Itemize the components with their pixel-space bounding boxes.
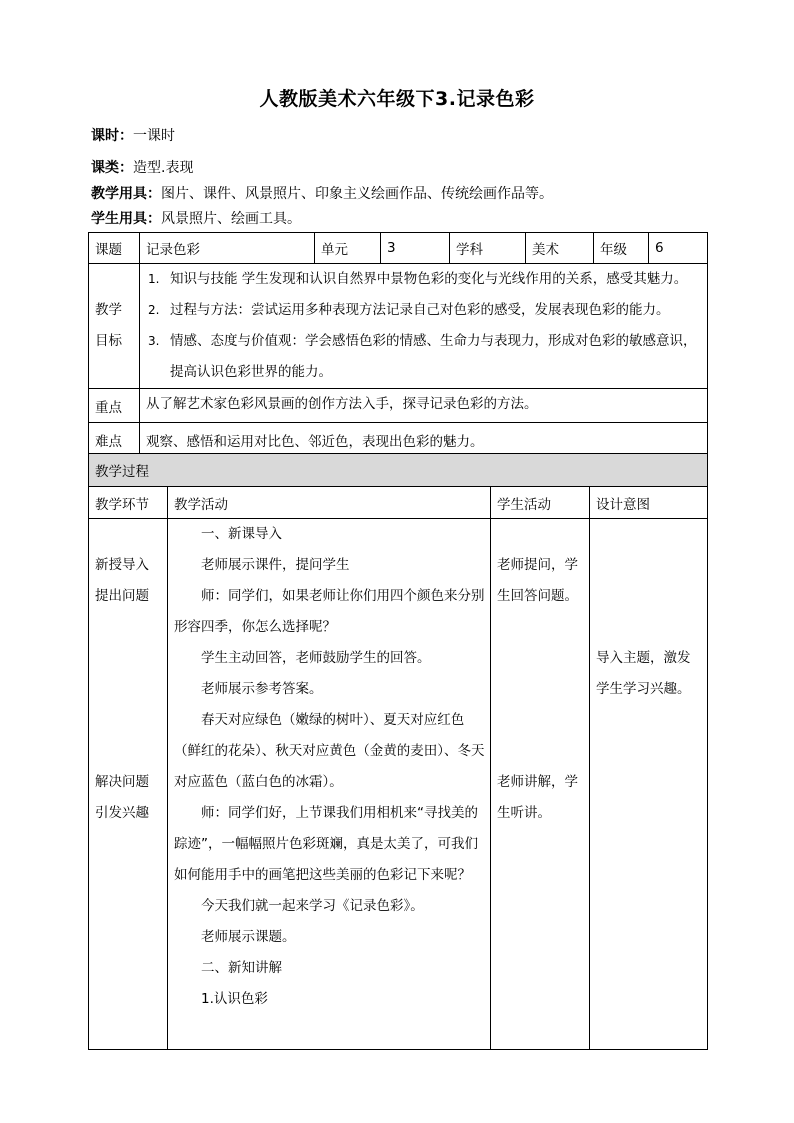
goal-number: 3. — [148, 334, 160, 348]
lesson-info-table — [88, 232, 708, 457]
intent-line1: 导入主题，激发 — [596, 650, 691, 666]
unit-label: 单元 — [315, 233, 381, 264]
grade-label: 年级 — [594, 233, 649, 264]
student2-line2: 生听讲。 — [497, 805, 551, 821]
document-title: 人教版美术六年级下3.记录色彩 — [259, 88, 535, 110]
student1-line2: 生回答问题。 — [497, 588, 578, 604]
activity-paragraph: 学生主动回答，老师鼓励学生的回答。 — [201, 650, 431, 666]
intent-cell — [590, 519, 708, 1050]
goals-label-line2: 目标 — [95, 333, 122, 349]
key-point-text: 从了解艺术家色彩风景画的创作方法入手，探寻记录色彩的方法。 — [140, 389, 708, 423]
lesson-type-value: 造型.表现 — [133, 160, 194, 176]
teacher-tools-value: 图片、课件、风景照片、印象主义绘画作品、传统绘画作品等。 — [161, 186, 553, 202]
goals-row — [89, 264, 708, 389]
goal-text: 过程与方法：尝试运用多种表现方法记录自己对色彩的感受，发展表现色彩的能力。 — [170, 302, 670, 318]
stage2-line2: 引发兴趣 — [95, 805, 149, 821]
grade-value: 6 — [649, 233, 708, 264]
difficulty-text: 观察、感悟和运用对比色、邻近色，表现出色彩的魅力。 — [140, 423, 708, 457]
goal-item — [146, 295, 703, 326]
lesson-hours — [91, 125, 175, 145]
student2-line1: 老师讲解，学 — [497, 774, 578, 790]
topic-label: 课题 — [89, 233, 140, 264]
student-tools-label: 学生用具： — [91, 211, 161, 227]
goals-content — [140, 264, 708, 389]
stage-cell — [89, 519, 168, 1050]
stage1-line2: 提出问题 — [95, 588, 149, 604]
goals-list — [146, 264, 703, 388]
activity-paragraph: 春天对应绿色（嫩绿的树叶）、夏天对应红色（鲜红的花朵）、秋天对应黄色（金黄的麦田）、冬天对应蓝色（蓝白色的冰霜）。 — [174, 712, 485, 790]
process-body-row — [89, 519, 708, 1050]
lesson-type-label: 课类： — [91, 160, 133, 176]
teacher-tools-label: 教学用具： — [91, 186, 161, 202]
activity-paragraph: 1.认识色彩 — [201, 991, 268, 1007]
goal-number: 2. — [148, 303, 160, 317]
col-stage: 教学环节 — [89, 487, 168, 519]
activity-paragraph: 一、新课导入 — [201, 526, 282, 542]
process-columns-row — [89, 487, 708, 519]
student-tools-value: 风景照片、绘画工具。 — [161, 211, 301, 227]
intent-line2: 学生学习兴趣。 — [596, 681, 691, 697]
process-header-row — [89, 454, 708, 487]
lesson-type — [91, 157, 193, 177]
stage1-line1: 新授导入 — [95, 557, 149, 573]
subject-label: 学科 — [450, 233, 526, 264]
teaching-process-table — [88, 453, 708, 1050]
difficulty-row — [89, 423, 708, 457]
col-student: 学生活动 — [491, 487, 590, 519]
activity-paragraph: 二、新知讲解 — [201, 960, 282, 976]
goals-label-line1: 教学 — [95, 302, 122, 318]
unit-value: 3 — [381, 233, 450, 264]
goal-item — [146, 326, 703, 388]
info-row — [89, 233, 708, 264]
student-cell — [491, 519, 590, 1050]
topic-value: 记录色彩 — [140, 233, 315, 264]
col-intent: 设计意图 — [590, 487, 708, 519]
goal-text: 情感、态度与价值观：学会感悟色彩的情感、生命力与表现力，形成对色彩的敏感意识，提高认识色彩世界的能力。 — [170, 333, 697, 380]
key-point-label: 重点 — [89, 389, 140, 423]
activity-paragraph: 师：同学们，如果老师让你们用四个颜色来分别形容四季，你怎么选择呢？ — [174, 588, 485, 635]
student-tools — [91, 208, 301, 228]
col-activity: 教学活动 — [168, 487, 491, 519]
student1-line1: 老师提问，学 — [497, 557, 578, 573]
difficulty-label: 难点 — [89, 423, 140, 457]
lesson-hours-label: 课时： — [91, 128, 133, 144]
teacher-tools — [91, 183, 553, 203]
goal-text: 知识与技能 学生发现和认识自然界中景物色彩的变化与光线作用的关系，感受其魅力。 — [170, 271, 688, 287]
subject-value: 美术 — [526, 233, 594, 264]
process-header: 教学过程 — [89, 454, 708, 487]
lesson-hours-value: 一课时 — [133, 128, 175, 144]
activity-paragraph: 师：同学们好，上节课我们用相机来“寻找美的踪迹”，一幅幅照片色彩斑斓，真是太美了，可我们如何能用手中的画笔把这些美丽的色彩记下来呢？ — [174, 805, 478, 883]
stage2-line1: 解决问题 — [95, 774, 149, 790]
activity-paragraph: 老师展示课件，提问学生 — [201, 557, 350, 573]
activity-paragraph: 老师展示课题。 — [201, 929, 296, 945]
goal-number: 1. — [148, 272, 160, 286]
activity-paragraph: 老师展示参考答案。 — [201, 681, 323, 697]
activity-paragraph: 今天我们就一起来学习《记录色彩》。 — [201, 898, 424, 914]
goal-item — [146, 264, 703, 295]
goals-label — [89, 264, 140, 389]
activity-cell — [168, 519, 491, 1050]
key-point-row — [89, 389, 708, 423]
